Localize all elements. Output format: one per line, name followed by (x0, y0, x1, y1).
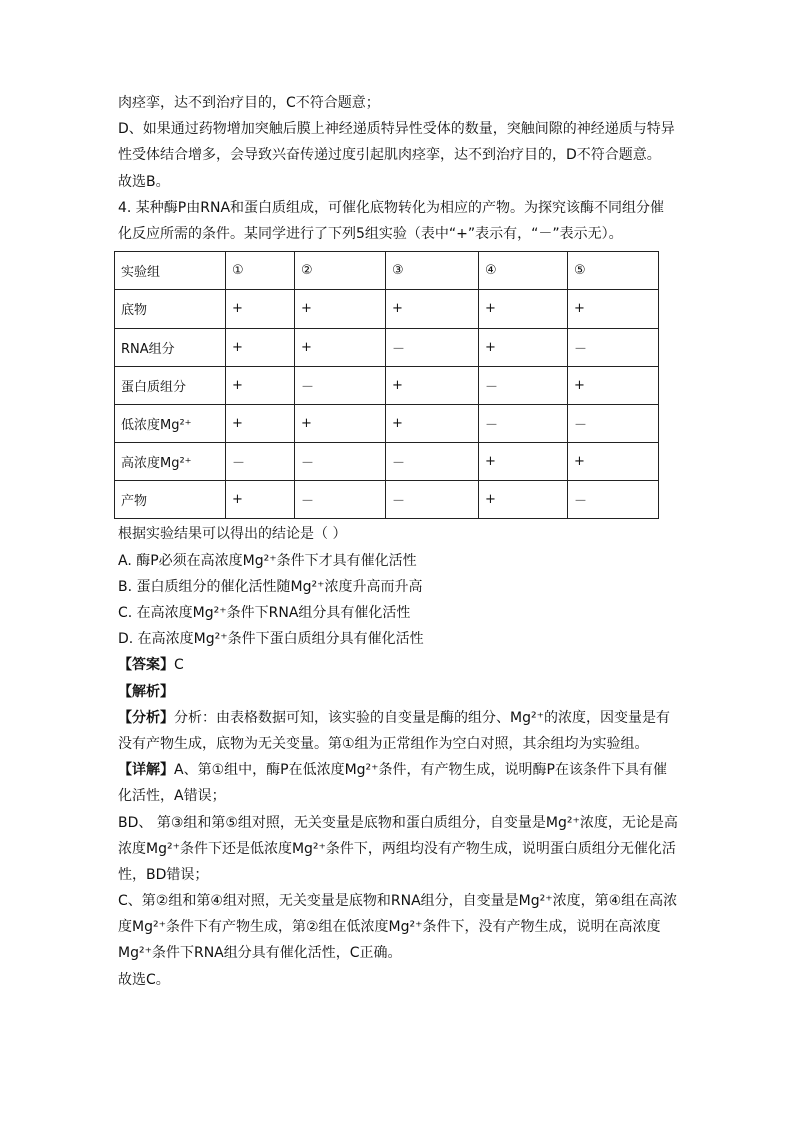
table-cell: + (226, 404, 295, 442)
table-row-label: 产物 (115, 481, 226, 519)
table-row-label: 底物 (115, 290, 226, 328)
fenxi-label: 【分析】 (118, 709, 174, 726)
table-cell: + (295, 290, 386, 328)
analysis-label: 【解析】 (118, 683, 174, 700)
table-row (115, 443, 659, 481)
question-line-2: 化反应所需的条件。某同学进行了下列5组实验（表中“+”表示有，“－”表示无）。 (118, 225, 623, 242)
table-cell: + (226, 328, 295, 366)
conclusion-line: 故选C。 (118, 971, 170, 988)
intro-line-2: D、如果通过药物增加突触后膜上神经递质特异性受体的数量，突触间隙的神经递质与特异 (118, 121, 675, 138)
table-cell: － (568, 328, 659, 366)
table-header-cell: 实验组 (115, 252, 226, 290)
c-line-1: C、第②组和第④组对照，无关变量是底物和RNA组分，自变量是Mg²⁺浓度，第④组在高浓 (118, 893, 678, 910)
table-row-label: 低浓度Mg²⁺ (115, 404, 226, 442)
table-cell: + (479, 328, 568, 366)
option-c: C. 在高浓度Mg²⁺条件下RNA组分具有催化活性 (118, 605, 411, 621)
intro-line-1: 肉痉挛，达不到治疗目的，C不符合题意； (118, 95, 380, 111)
table-header-cell: ③ (386, 252, 479, 290)
intro-line-3: 性受体结合增多，会导致兴奋传递过度引起肌肉痉挛，达不到治疗目的，D不符合题意。 (118, 147, 661, 164)
table-cell: － (568, 404, 659, 442)
table-row (115, 366, 659, 404)
table-cell: － (295, 443, 386, 481)
answer-value: C (174, 657, 184, 674)
xiangjie-text: A、第①组中，酶P在低浓度Mg²⁺条件，有产物生成，说明酶P在该条件下具有催 (174, 762, 667, 779)
option-b: B. 蛋白质组分的催化活性随Mg²⁺浓度升高而升高 (118, 578, 423, 595)
question-line-1: 4. 某种酶P由RNA和蛋白质组成，可催化底物转化为相应的产物。为探究该酶不同组分催 (118, 199, 665, 216)
table-row-label: 蛋白质组分 (115, 366, 226, 404)
table-cell: + (568, 443, 659, 481)
table-cell: + (568, 366, 659, 404)
table-header-cell: ② (295, 252, 386, 290)
table-cell: + (386, 290, 479, 328)
table-row-label: RNA组分 (115, 328, 226, 366)
c-line-3: Mg²⁺条件下RNA组分具有催化活性，C正确。 (118, 945, 402, 962)
fenxi-text: 分析：由表格数据可知，该实验的自变量是酶的组分、Mg²⁺的浓度，因变量是有 (174, 709, 670, 726)
option-d: D. 在高浓度Mg²⁺条件下蛋白质组分具有催化活性 (118, 631, 424, 648)
table-cell: － (479, 404, 568, 442)
fenxi-line-1 (118, 705, 678, 731)
table-row-label: 高浓度Mg²⁺ (115, 443, 226, 481)
table-header-cell: ① (226, 252, 295, 290)
table-cell: － (479, 366, 568, 404)
table-row (115, 404, 659, 442)
xiangjie-label: 【详解】 (118, 762, 174, 779)
bd-line-1: BD、 第③组和第⑤组对照，无关变量是底物和蛋白质组分，自变量是Mg²⁺浓度，无论是高 (118, 814, 678, 831)
table-cell: － (295, 481, 386, 519)
answer-line (118, 652, 678, 678)
table-cell: － (568, 481, 659, 519)
table-cell: + (479, 290, 568, 328)
table-cell: + (295, 404, 386, 442)
table-header-cell: ④ (479, 252, 568, 290)
table-cell: + (386, 404, 479, 442)
table-cell: － (226, 443, 295, 481)
table-cell: － (295, 366, 386, 404)
table-cell: + (386, 366, 479, 404)
bd-line-2: 浓度Mg²⁺条件下还是低浓度Mg²⁺条件下，两组均没有产物生成，说明蛋白质组分无催化活 (118, 840, 676, 857)
table-cell: + (226, 481, 295, 519)
xiangjie-line-2: 化活性，A错误； (118, 788, 226, 805)
table-cell: － (386, 328, 479, 366)
table-row (115, 481, 659, 519)
table-header-cell: ⑤ (568, 252, 659, 290)
table-cell: + (226, 290, 295, 328)
fenxi-line-2: 没有产物生成，底物为无关变量。第①组为正常组作为空白对照，其余组均为实验组。 (118, 735, 649, 752)
table-cell: + (226, 366, 295, 404)
table-header-row (115, 252, 659, 290)
table-cell: + (479, 443, 568, 481)
table-cell: － (386, 443, 479, 481)
table-row (115, 290, 659, 328)
experiment-table (114, 251, 659, 519)
c-line-2: 度Mg²⁺条件下有产物生成，第②组在低浓度Mg²⁺条件下，没有产物生成，说明在高浓度 (118, 919, 661, 936)
question-stem: 根据实验结果可以得出的结论是（ ） (118, 526, 347, 543)
xiangjie-line-1 (118, 757, 678, 783)
table-row (115, 328, 659, 366)
table-cell: + (568, 290, 659, 328)
intro-line-4: 故选B。 (118, 173, 170, 190)
option-a: A. 酶P必须在高浓度Mg²⁺条件下才具有催化活性 (118, 552, 417, 569)
table-cell: + (295, 328, 386, 366)
bd-line-3: 性，BD错误； (118, 866, 209, 883)
table-cell: + (479, 481, 568, 519)
document-page (118, 90, 678, 993)
table-cell: － (386, 481, 479, 519)
answer-label: 【答案】 (118, 657, 174, 674)
